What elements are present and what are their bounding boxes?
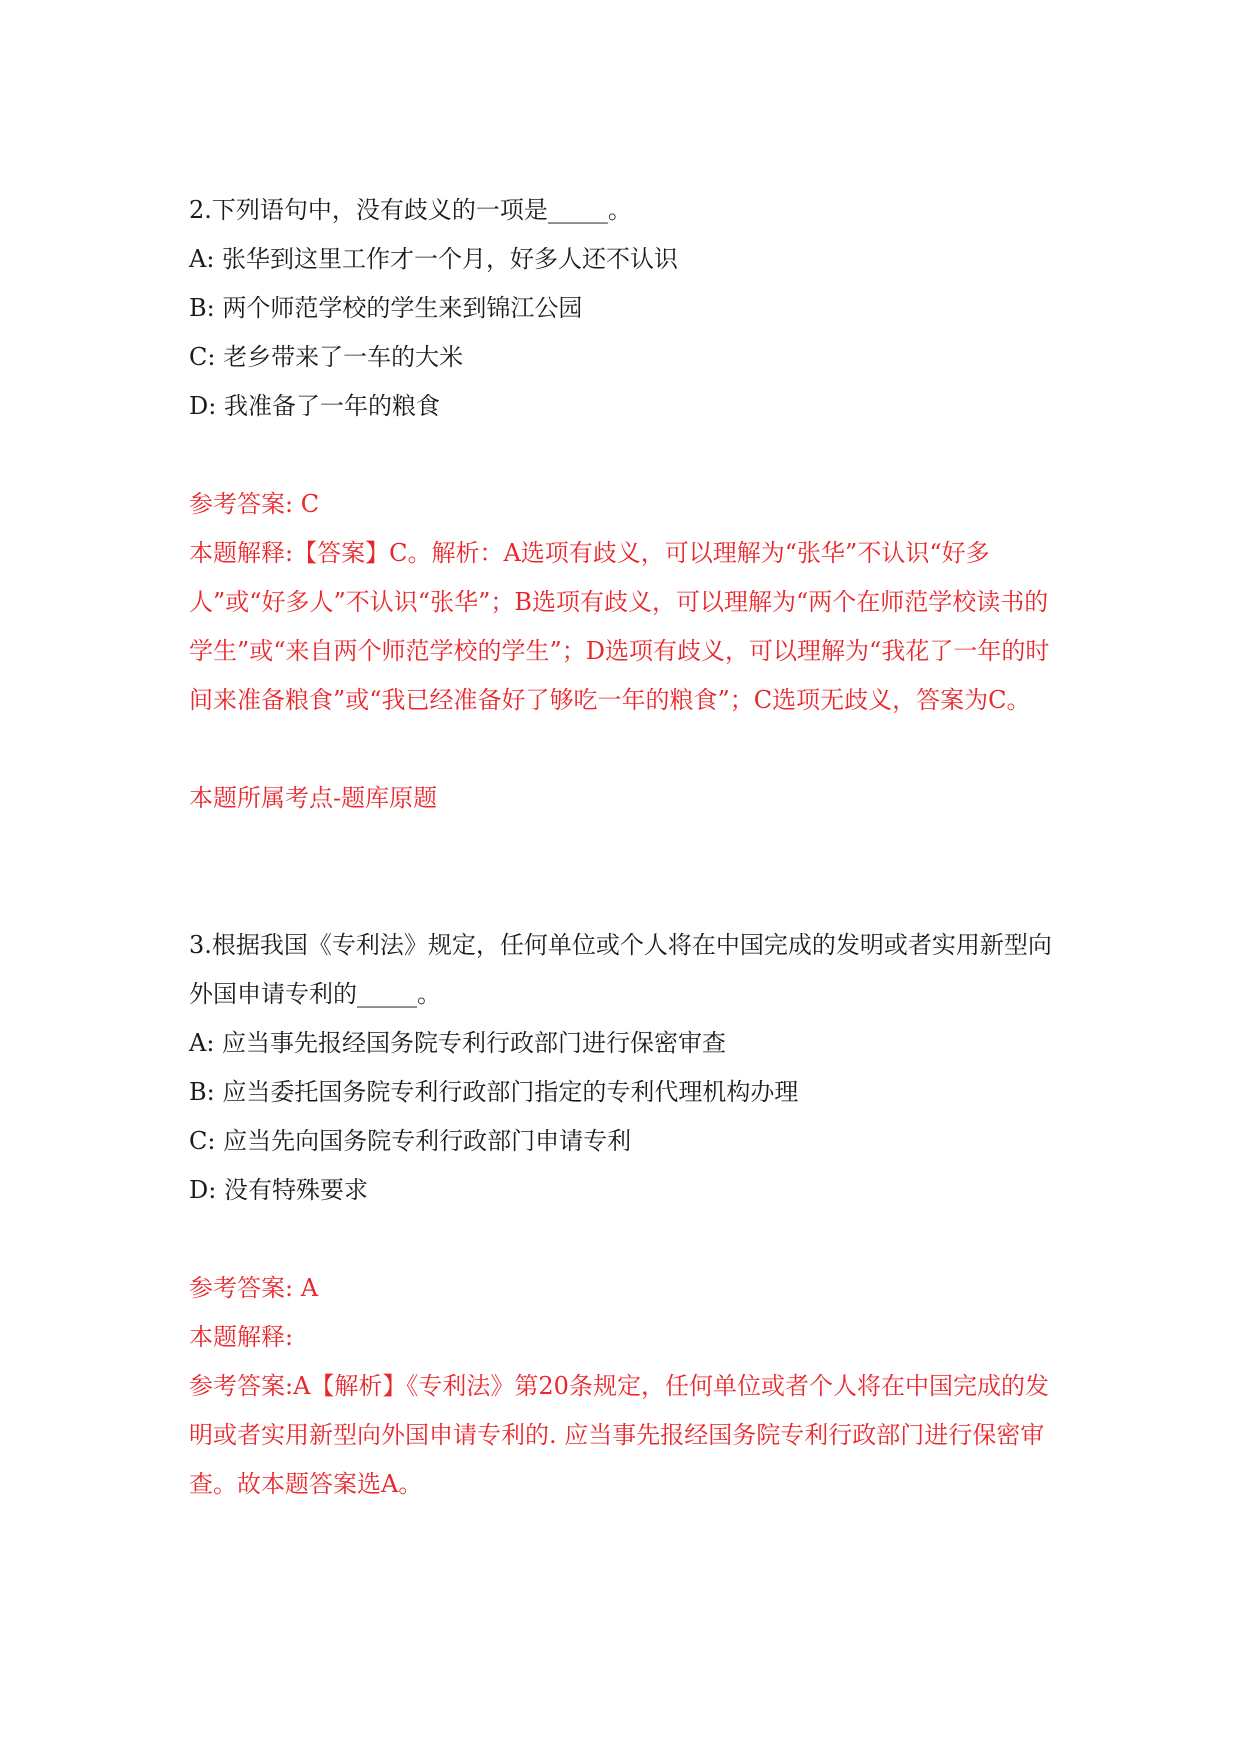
option-a: A: 张华到这里工作才一个月，好多人还不认识: [189, 245, 679, 273]
option-c: C: 老乡带来了一车的大米: [189, 343, 464, 371]
question-2: [189, 186, 1069, 823]
question-stem: 2.下列语句中，没有歧义的一项是_____。: [189, 196, 632, 224]
option-c: C: 应当先向国务院专利行政部门申请专利: [189, 1127, 632, 1155]
option-a: A: 应当事先报经国务院专利行政部门进行保密审查: [189, 1029, 727, 1057]
option-d: D: 我准备了一年的粮食: [189, 392, 440, 420]
question-3: [189, 921, 1069, 1509]
reference-answer: 参考答案: C: [189, 490, 320, 518]
question-stem: 3.根据我国《专利法》规定，任何单位或个人将在中国完成的发明或者实用新型向外国申请专利的_____。: [189, 931, 1052, 1008]
spacer: [189, 725, 1069, 774]
question-list: [189, 186, 1069, 1509]
reference-answer: 参考答案: A: [189, 1274, 319, 1302]
explanation-label: 本题解释:: [189, 1323, 294, 1351]
option-d: D: 没有特殊要求: [189, 1176, 368, 1204]
answer-explanation: 本题解释:【答案】C。解析：A选项有歧义，可以理解为“张华”不认识“好多人”或“好多人”不认识“张华”；B选项有歧义，可以理解为“两个在师范学校读书的学生”或“来自两个师范学校的学生”；D选项有歧义，可以理解为“我花了一年的时间来准备粮食”或“我已经准备好了够吃一年的粮食”；C选项无歧义，答案为C。: [189, 539, 1050, 714]
spacer: [189, 431, 1069, 480]
option-b: B: 两个师范学校的学生来到锦江公园: [189, 294, 583, 322]
answer-explanation: 参考答案:A【解析】《专利法》第20条规定，任何单位或者个人将在中国完成的发明或者实用新型向外国申请专利的. 应当事先报经国务院专利行政部门进行保密审查。故本题答案选A。: [189, 1372, 1049, 1498]
topic-label: 本题所属考点-题库原题: [189, 784, 438, 812]
spacer: [189, 823, 1069, 921]
spacer: [189, 1215, 1069, 1264]
option-b: B: 应当委托国务院专利行政部门指定的专利代理机构办理: [189, 1078, 799, 1106]
